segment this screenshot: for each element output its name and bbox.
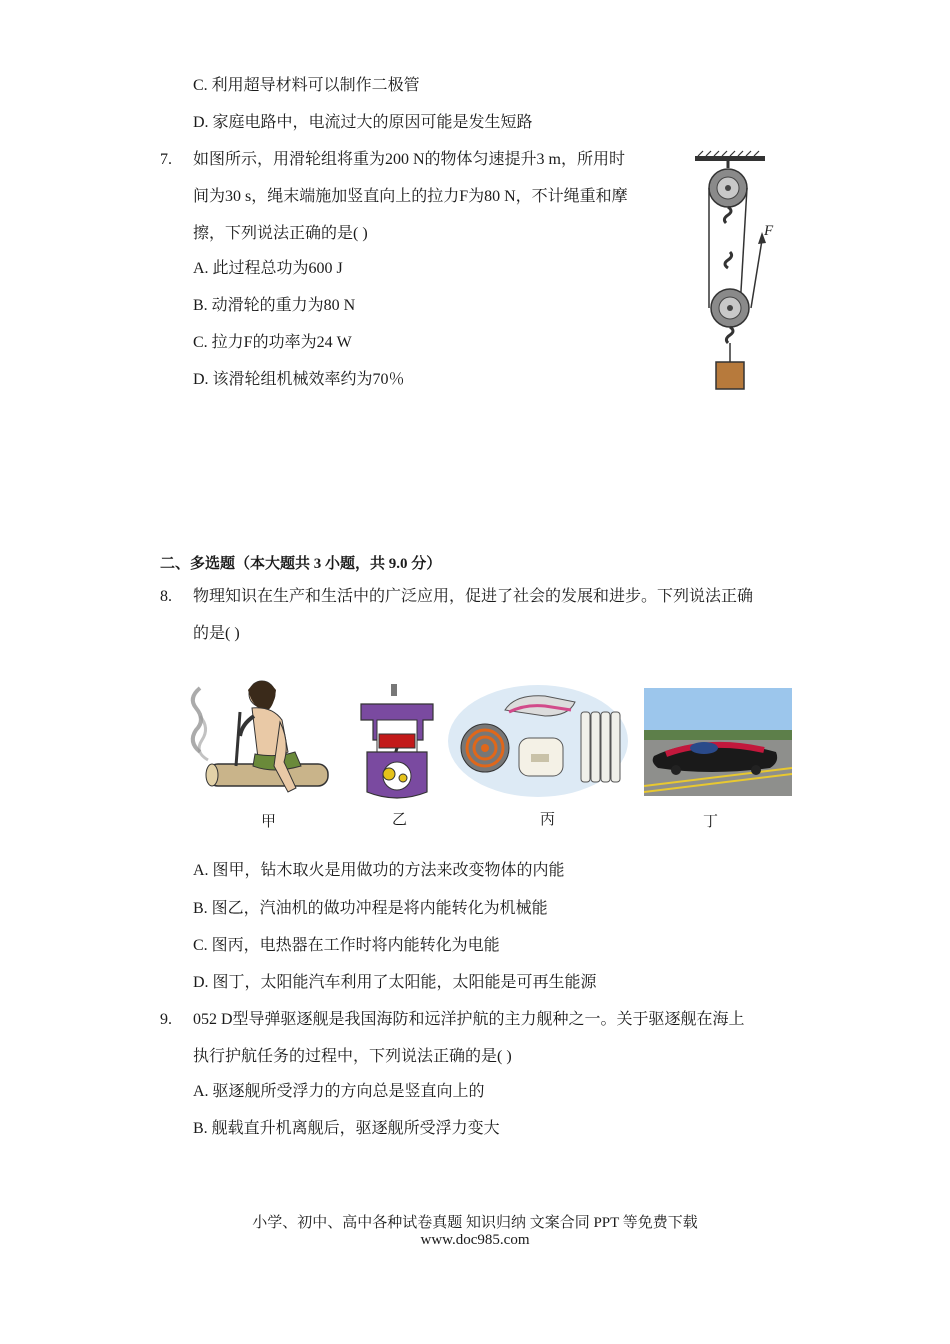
q7-number: 7. [160,151,172,168]
figure-jia-fire-drill [180,672,335,802]
q9-option-a: A. 驱逐舰所受浮力的方向总是竖直向上的 [193,1083,485,1100]
q8-option-c: C. 图丙，电热器在工作时将内能转化为电能 [193,937,500,954]
figure-ding-solar-car [644,688,792,796]
q8-option-b: B. 图乙，汽油机的做功冲程是将内能转化为机械能 [193,900,548,917]
figure-bing-heaters [447,682,630,800]
q7-option-b: B. 动滑轮的重力为80 N [193,297,356,314]
q8-option-a: A. 图甲，钻木取火是用做功的方法来改变物体的内能 [193,862,565,879]
q8-number: 8. [160,588,172,605]
q7-option-a: A. 此过程总功为600 J [193,260,343,277]
q8-stem-line2: 的是( ) [193,625,240,642]
q7-stem-line1: 如图所示，用滑轮组将重为200 N的物体匀速提升3 m，所用时 [193,151,626,168]
q7-option-d: D. 该滑轮组机械效率约为70％ [193,371,405,388]
q7-stem-line3: 擦，下列说法正确的是( ) [193,225,368,242]
figure-yi-engine [355,682,440,802]
section-2-heading: 二、多选题（本大题共 3 小题，共 9.0 分） [160,556,442,572]
footer-line1: 小学、初中、高中各种试卷真题 知识归纳 文案合同 PPT 等免费下载 [252,1215,698,1231]
caption-jia: 甲 [261,812,277,830]
q8-stem-line1: 物理知识在生产和生活中的广泛应用，促进了社会的发展和进步。下列说法正确 [193,588,754,605]
caption-yi: 乙 [392,810,408,828]
q9-number: 9. [160,1011,172,1028]
q7-option-c: C. 拉力F的功率为24 W [193,334,352,351]
q6-option-d: D. 家庭电路中，电流过大的原因可能是发生短路 [193,114,533,131]
footer-url[interactable]: www.doc985.com [420,1232,530,1248]
q6-option-c: C. 利用超导材料可以制作二极管 [193,77,420,94]
q9-stem-line1: 052 D型导弹驱逐舰是我国海防和远洋护航的主力舰种之一。关于驱逐舰在海上 [193,1011,745,1028]
q9-stem-line2: 执行护航任务的过程中，下列说法正确的是( ) [193,1048,512,1065]
caption-ding: 丁 [703,812,719,830]
q7-stem-line2: 间为30 s，绳末端施加竖直向上的拉力F为80 N，不计绳重和摩 [193,188,628,205]
caption-bing: 丙 [540,810,556,828]
q9-option-b: B. 舰载直升机离舰后，驱逐舰所受浮力变大 [193,1120,500,1137]
force-label: F [764,223,774,239]
q8-option-d: D. 图丁，太阳能汽车利用了太阳能，太阳能是可再生能源 [193,974,597,991]
pulley-system-figure [690,150,790,395]
